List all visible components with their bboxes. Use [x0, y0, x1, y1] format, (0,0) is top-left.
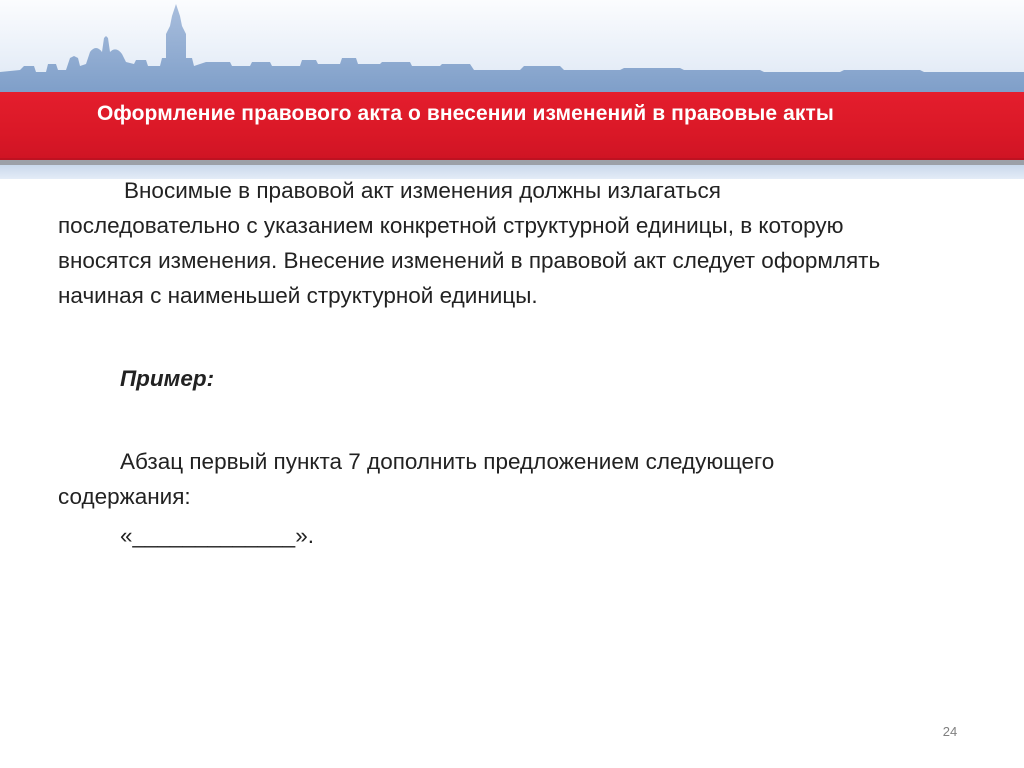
- body-paragraph: Вносимые в правовой акт изменения должны излагаться последовательно с указанием конкретной структурной единицы, в которую вносятся изменения. Внесение изменений в правовой акт следует оформлять начиная с наименьшей структурной единицы.: [58, 178, 881, 308]
- example-paragraph: Абзац первый пункта 7 дополнить предложением следующего содержания:: [58, 449, 775, 509]
- example-quote-placeholder: «_____________».: [120, 523, 314, 548]
- city-skyline-illustration: [0, 0, 1024, 92]
- slide-body: [58, 173, 888, 553]
- page-number: 24: [942, 724, 958, 739]
- example-label: Пример:: [120, 366, 215, 391]
- slide-title: Оформление правового акта о внесении изменений в правовые акты: [97, 102, 834, 125]
